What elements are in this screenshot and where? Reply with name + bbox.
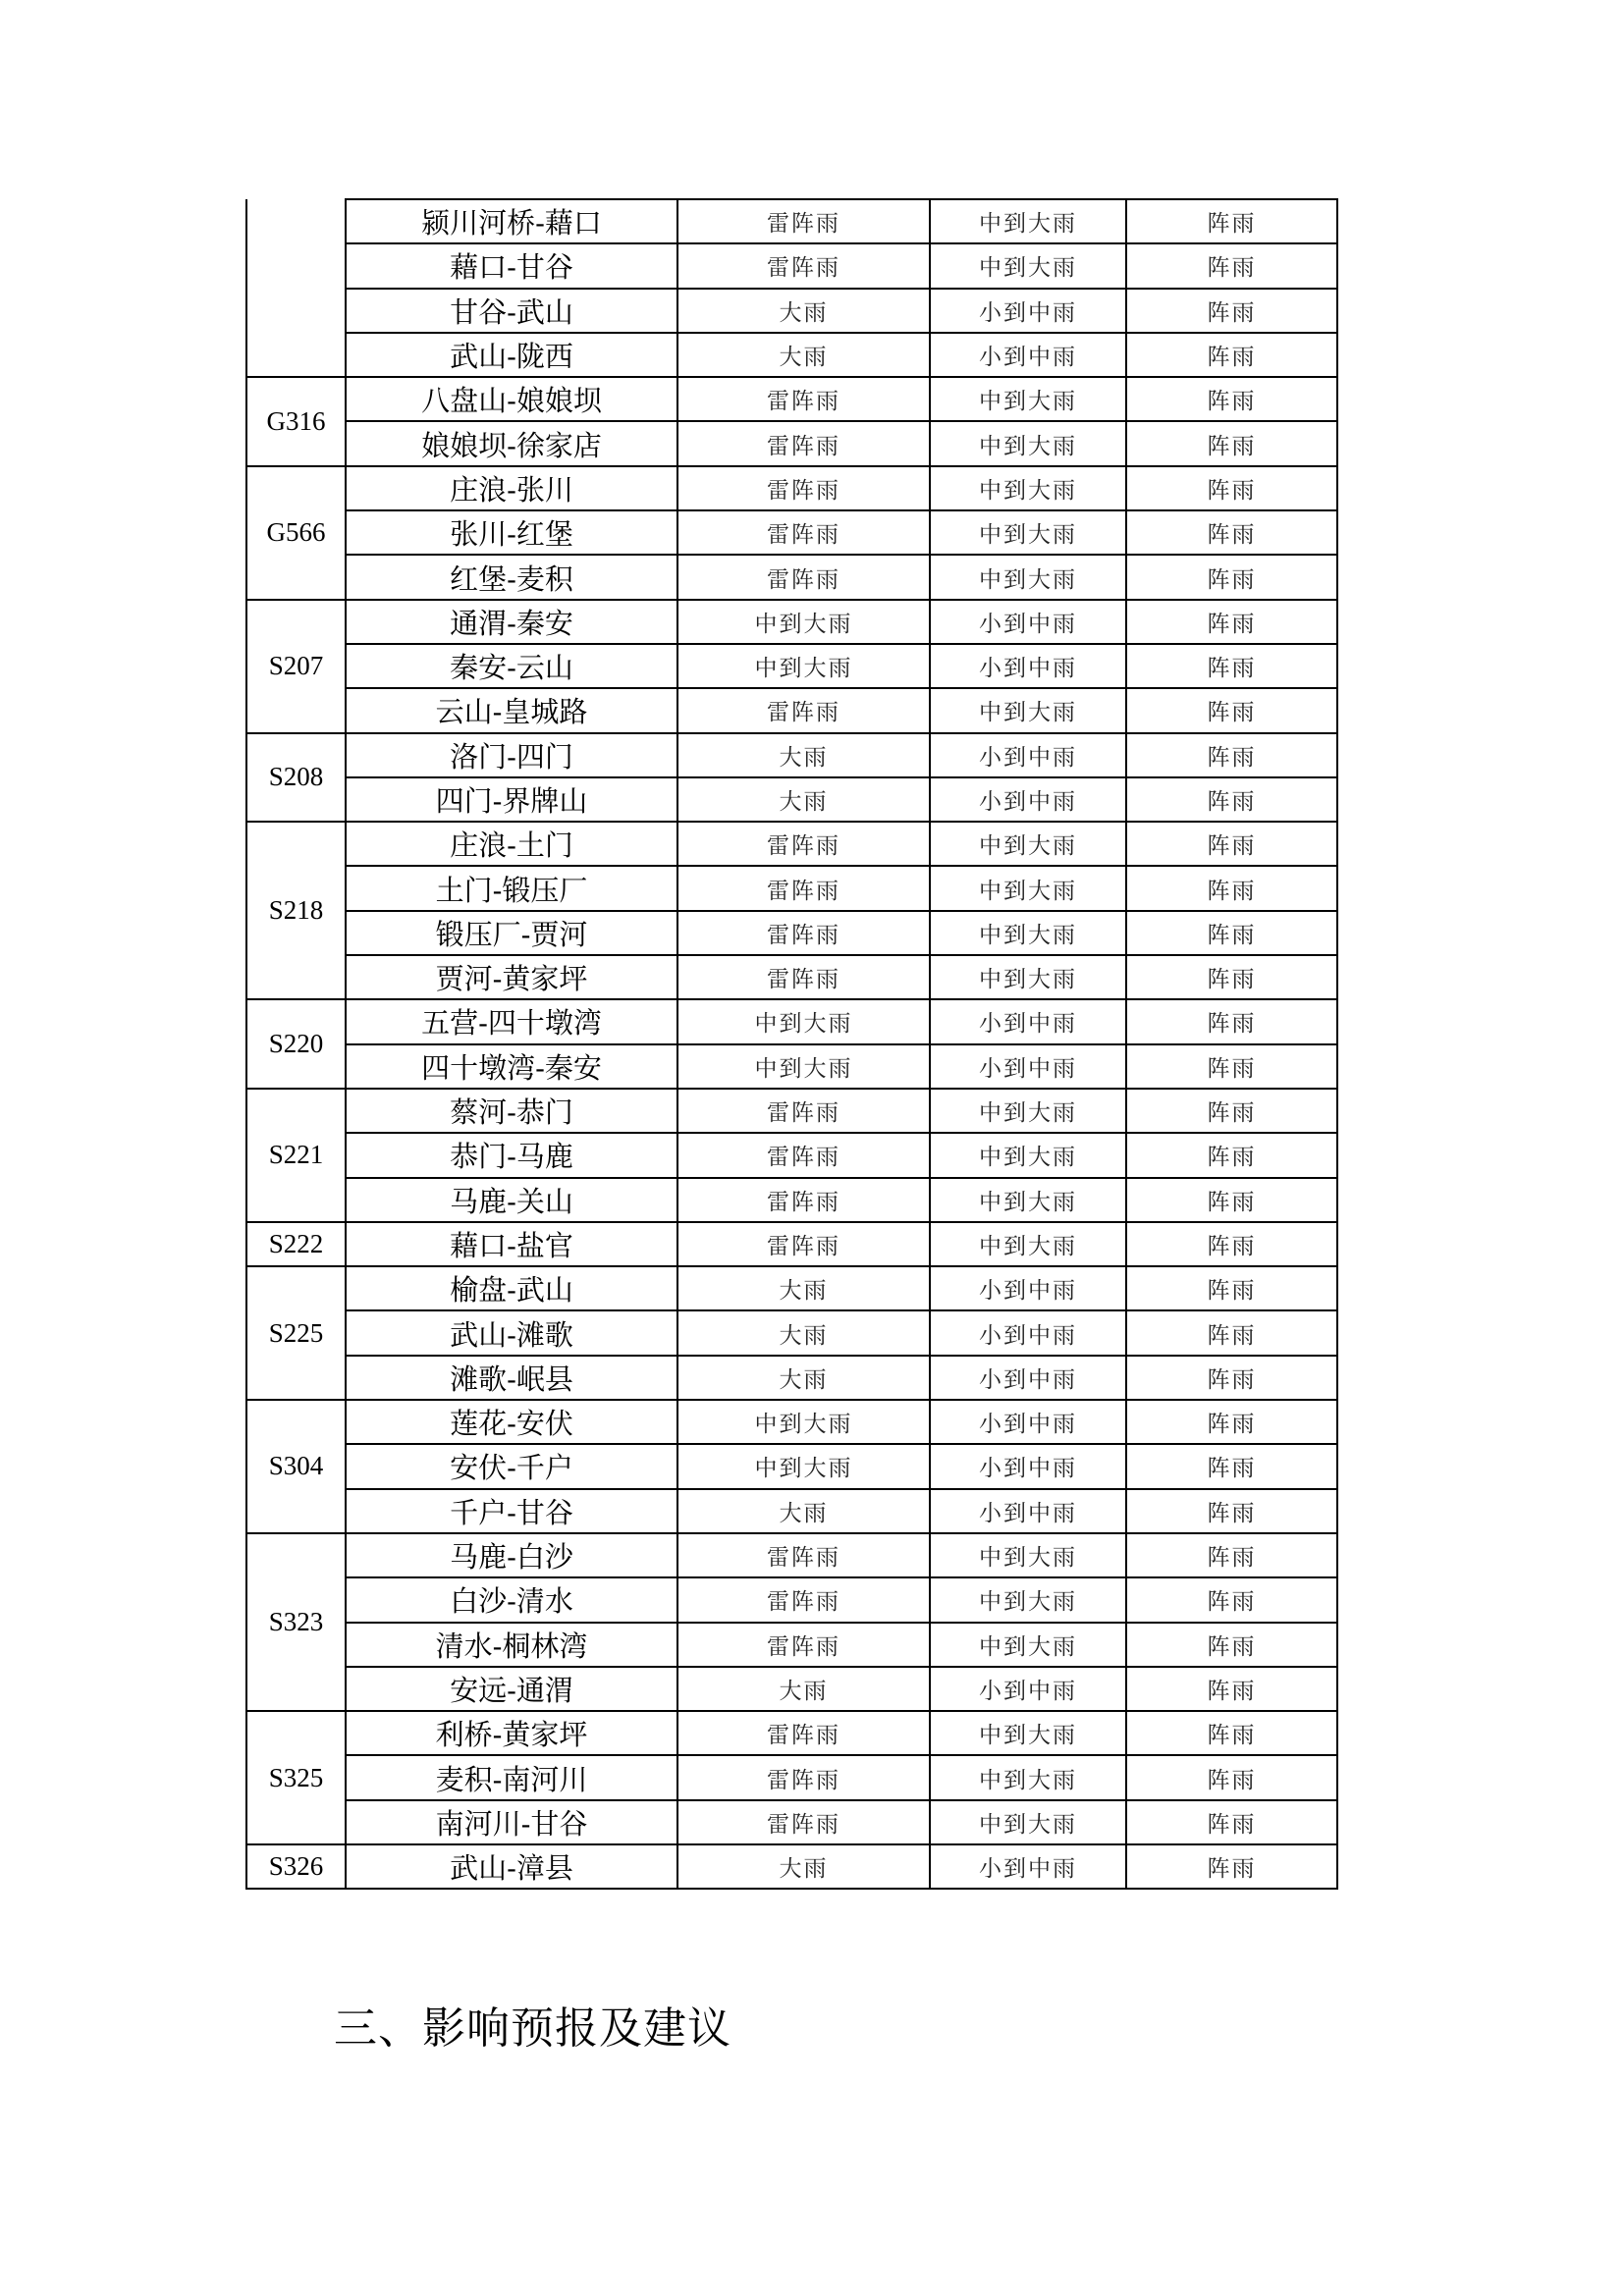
- forecast-period-3-cell: 阵雨: [1126, 1089, 1337, 1133]
- forecast-period-1-cell: 雷阵雨: [677, 377, 930, 421]
- forecast-period-2-cell: 中到大雨: [930, 911, 1126, 955]
- section-heading: 三、影响预报及建议: [334, 2003, 731, 2054]
- forecast-period-2-cell: 小到中雨: [930, 1266, 1126, 1310]
- forecast-period-1-cell: 雷阵雨: [677, 1755, 930, 1799]
- forecast-period-2-cell: 小到中雨: [930, 1310, 1126, 1355]
- segment-name-cell: 莲花-安伏: [346, 1400, 677, 1444]
- forecast-period-3-cell: 阵雨: [1126, 955, 1337, 999]
- forecast-period-3-cell: 阵雨: [1126, 911, 1337, 955]
- segment-name-cell: 庄浪-土门: [346, 822, 677, 866]
- table-row: [246, 822, 1337, 866]
- forecast-period-2-cell: 中到大雨: [930, 1222, 1126, 1266]
- segment-name-cell: 四门-界牌山: [346, 777, 677, 822]
- forecast-period-3-cell: 阵雨: [1126, 333, 1337, 377]
- forecast-period-2-cell: 中到大雨: [930, 822, 1126, 866]
- forecast-period-1-cell: 大雨: [677, 1310, 930, 1355]
- forecast-period-3-cell: 阵雨: [1126, 199, 1337, 243]
- forecast-period-3-cell: 阵雨: [1126, 1044, 1337, 1089]
- forecast-period-2-cell: 中到大雨: [930, 377, 1126, 421]
- segment-name-cell: 滩歌-岷县: [346, 1356, 677, 1400]
- segment-name-cell: 麦积-南河川: [346, 1755, 677, 1799]
- forecast-period-3-cell: 阵雨: [1126, 1844, 1337, 1889]
- forecast-period-1-cell: 大雨: [677, 333, 930, 377]
- segment-name-cell: 云山-皇城路: [346, 688, 677, 732]
- segment-name-cell: 洛门-四门: [346, 733, 677, 777]
- table-row: [246, 911, 1337, 955]
- forecast-period-1-cell: 大雨: [677, 289, 930, 333]
- table-row: [246, 466, 1337, 510]
- forecast-period-3-cell: 阵雨: [1126, 555, 1337, 599]
- forecast-period-3-cell: 阵雨: [1126, 600, 1337, 644]
- table-row: [246, 333, 1337, 377]
- segment-name-cell: 安伏-千户: [346, 1444, 677, 1488]
- segment-name-cell: 秦安-云山: [346, 644, 677, 688]
- table-row: [246, 1711, 1337, 1755]
- table-row: [246, 510, 1337, 555]
- segment-name-cell: 榆盘-武山: [346, 1266, 677, 1310]
- forecast-period-2-cell: 中到大雨: [930, 199, 1126, 243]
- forecast-period-2-cell: 中到大雨: [930, 688, 1126, 732]
- forecast-period-2-cell: 中到大雨: [930, 866, 1126, 910]
- forecast-period-2-cell: 小到中雨: [930, 733, 1126, 777]
- forecast-period-2-cell: 中到大雨: [930, 1133, 1126, 1177]
- forecast-period-1-cell: 中到大雨: [677, 600, 930, 644]
- forecast-period-3-cell: 阵雨: [1126, 1266, 1337, 1310]
- forecast-period-1-cell: 大雨: [677, 1667, 930, 1711]
- forecast-period-1-cell: 雷阵雨: [677, 1623, 930, 1667]
- forecast-period-3-cell: 阵雨: [1126, 1623, 1337, 1667]
- table-row: [246, 1577, 1337, 1622]
- forecast-period-1-cell: 雷阵雨: [677, 1711, 930, 1755]
- table-row: [246, 1266, 1337, 1310]
- forecast-period-2-cell: 小到中雨: [930, 1044, 1126, 1089]
- forecast-period-2-cell: 小到中雨: [930, 1489, 1126, 1533]
- forecast-period-3-cell: 阵雨: [1126, 1356, 1337, 1400]
- forecast-period-2-cell: 小到中雨: [930, 1444, 1126, 1488]
- table-row: [246, 600, 1337, 644]
- road-code-cell: G566: [246, 466, 346, 600]
- forecast-period-3-cell: 阵雨: [1126, 1133, 1337, 1177]
- forecast-period-1-cell: 雷阵雨: [677, 510, 930, 555]
- table-row: [246, 1623, 1337, 1667]
- table-row: [246, 1667, 1337, 1711]
- forecast-period-1-cell: 雷阵雨: [677, 1577, 930, 1622]
- road-code-cell: S325: [246, 1711, 346, 1844]
- forecast-period-1-cell: 雷阵雨: [677, 866, 930, 910]
- forecast-period-1-cell: 大雨: [677, 1489, 930, 1533]
- forecast-period-3-cell: 阵雨: [1126, 421, 1337, 465]
- segment-name-cell: 五营-四十墩湾: [346, 999, 677, 1043]
- forecast-period-2-cell: 中到大雨: [930, 1755, 1126, 1799]
- segment-name-cell: 娘娘坝-徐家店: [346, 421, 677, 465]
- forecast-period-1-cell: 雷阵雨: [677, 199, 930, 243]
- forecast-period-2-cell: 中到大雨: [930, 1089, 1126, 1133]
- segment-name-cell: 武山-陇西: [346, 333, 677, 377]
- forecast-period-1-cell: 雷阵雨: [677, 421, 930, 465]
- forecast-period-1-cell: 雷阵雨: [677, 1178, 930, 1222]
- forecast-period-1-cell: 大雨: [677, 1266, 930, 1310]
- segment-name-cell: 千户-甘谷: [346, 1489, 677, 1533]
- forecast-period-1-cell: 中到大雨: [677, 999, 930, 1043]
- forecast-period-2-cell: 中到大雨: [930, 1178, 1126, 1222]
- segment-name-cell: 南河川-甘谷: [346, 1800, 677, 1844]
- forecast-period-2-cell: 小到中雨: [930, 333, 1126, 377]
- segment-name-cell: 四十墩湾-秦安: [346, 1044, 677, 1089]
- forecast-period-2-cell: 中到大雨: [930, 421, 1126, 465]
- segment-name-cell: 土门-锻压厂: [346, 866, 677, 910]
- forecast-period-3-cell: 阵雨: [1126, 999, 1337, 1043]
- forecast-period-1-cell: 大雨: [677, 777, 930, 822]
- forecast-period-1-cell: 大雨: [677, 1844, 930, 1889]
- road-code-cell: S222: [246, 1222, 346, 1266]
- forecast-period-3-cell: 阵雨: [1126, 1400, 1337, 1444]
- segment-name-cell: 八盘山-娘娘坝: [346, 377, 677, 421]
- segment-name-cell: 马鹿-关山: [346, 1178, 677, 1222]
- forecast-period-1-cell: 雷阵雨: [677, 1533, 930, 1577]
- segment-name-cell: 锻压厂-贾河: [346, 911, 677, 955]
- forecast-period-1-cell: 雷阵雨: [677, 555, 930, 599]
- forecast-period-3-cell: 阵雨: [1126, 822, 1337, 866]
- forecast-period-3-cell: 阵雨: [1126, 1444, 1337, 1488]
- forecast-period-3-cell: 阵雨: [1126, 466, 1337, 510]
- forecast-period-1-cell: 中到大雨: [677, 1400, 930, 1444]
- segment-name-cell: 恭门-马鹿: [346, 1133, 677, 1177]
- forecast-period-3-cell: 阵雨: [1126, 1667, 1337, 1711]
- forecast-period-1-cell: 雷阵雨: [677, 1089, 930, 1133]
- segment-name-cell: 藉口-盐官: [346, 1222, 677, 1266]
- road-code-cell: S220: [246, 999, 346, 1089]
- forecast-period-3-cell: 阵雨: [1126, 1533, 1337, 1577]
- table-row: [246, 421, 1337, 465]
- road-code-cell: S323: [246, 1533, 346, 1711]
- forecast-period-2-cell: 中到大雨: [930, 466, 1126, 510]
- table-row: [246, 1356, 1337, 1400]
- road-code-cell: G316: [246, 377, 346, 466]
- road-weather-forecast-table: [245, 198, 1338, 1890]
- forecast-period-1-cell: 雷阵雨: [677, 1133, 930, 1177]
- forecast-period-1-cell: 中到大雨: [677, 644, 930, 688]
- road-code-cell: S218: [246, 822, 346, 999]
- forecast-period-2-cell: 小到中雨: [930, 600, 1126, 644]
- forecast-period-2-cell: 中到大雨: [930, 510, 1126, 555]
- forecast-period-3-cell: 阵雨: [1126, 1222, 1337, 1266]
- table-row: [246, 243, 1337, 288]
- segment-name-cell: 甘谷-武山: [346, 289, 677, 333]
- forecast-period-2-cell: 中到大雨: [930, 1533, 1126, 1577]
- forecast-period-3-cell: 阵雨: [1126, 510, 1337, 555]
- segment-name-cell: 白沙-清水: [346, 1577, 677, 1622]
- table-row: [246, 1444, 1337, 1488]
- segment-name-cell: 武山-漳县: [346, 1844, 677, 1889]
- segment-name-cell: 张川-红堡: [346, 510, 677, 555]
- table-row: [246, 644, 1337, 688]
- forecast-period-2-cell: 小到中雨: [930, 1844, 1126, 1889]
- forecast-period-3-cell: 阵雨: [1126, 377, 1337, 421]
- table-row: [246, 199, 1337, 243]
- segment-name-cell: 马鹿-白沙: [346, 1533, 677, 1577]
- table-row: [246, 1533, 1337, 1577]
- forecast-period-3-cell: 阵雨: [1126, 1800, 1337, 1844]
- road-code-cell: S225: [246, 1266, 346, 1400]
- road-code-cell: S208: [246, 733, 346, 823]
- table-row: [246, 1089, 1337, 1133]
- forecast-period-3-cell: 阵雨: [1126, 1577, 1337, 1622]
- forecast-period-2-cell: 小到中雨: [930, 1356, 1126, 1400]
- forecast-period-3-cell: 阵雨: [1126, 1310, 1337, 1355]
- forecast-period-1-cell: 中到大雨: [677, 1044, 930, 1089]
- segment-name-cell: 安远-通渭: [346, 1667, 677, 1711]
- segment-name-cell: 贾河-黄家坪: [346, 955, 677, 999]
- forecast-period-2-cell: 中到大雨: [930, 243, 1126, 288]
- forecast-period-3-cell: 阵雨: [1126, 866, 1337, 910]
- forecast-period-3-cell: 阵雨: [1126, 1178, 1337, 1222]
- forecast-period-2-cell: 中到大雨: [930, 1711, 1126, 1755]
- forecast-period-1-cell: 雷阵雨: [677, 1800, 930, 1844]
- forecast-period-1-cell: 大雨: [677, 1356, 930, 1400]
- segment-name-cell: 藉口-甘谷: [346, 243, 677, 288]
- segment-name-cell: 红堡-麦积: [346, 555, 677, 599]
- forecast-period-1-cell: 雷阵雨: [677, 688, 930, 732]
- table-body: [246, 199, 1337, 1889]
- segment-name-cell: 清水-桐林湾: [346, 1623, 677, 1667]
- table-row: [246, 1044, 1337, 1089]
- table-row: [246, 1178, 1337, 1222]
- table-row: [246, 688, 1337, 732]
- forecast-period-2-cell: 中到大雨: [930, 1800, 1126, 1844]
- forecast-period-2-cell: 小到中雨: [930, 1400, 1126, 1444]
- segment-name-cell: 利桥-黄家坪: [346, 1711, 677, 1755]
- forecast-period-1-cell: 雷阵雨: [677, 1222, 930, 1266]
- table-row: [246, 377, 1337, 421]
- forecast-period-2-cell: 小到中雨: [930, 777, 1126, 822]
- segment-name-cell: 通渭-秦安: [346, 600, 677, 644]
- table-row: [246, 866, 1337, 910]
- table-row: [246, 733, 1337, 777]
- table-row: [246, 1400, 1337, 1444]
- forecast-period-3-cell: 阵雨: [1126, 289, 1337, 333]
- road-code-cell: S207: [246, 600, 346, 733]
- road-code-cell: S326: [246, 1844, 346, 1889]
- forecast-period-3-cell: 阵雨: [1126, 688, 1337, 732]
- forecast-period-3-cell: 阵雨: [1126, 1489, 1337, 1533]
- forecast-period-2-cell: 中到大雨: [930, 555, 1126, 599]
- table-row: [246, 1844, 1337, 1889]
- segment-name-cell: 颍川河桥-藉口: [346, 199, 677, 243]
- segment-name-cell: 庄浪-张川: [346, 466, 677, 510]
- segment-name-cell: 蔡河-恭门: [346, 1089, 677, 1133]
- forecast-period-2-cell: 中到大雨: [930, 955, 1126, 999]
- table-row: [246, 1133, 1337, 1177]
- forecast-period-2-cell: 中到大雨: [930, 1623, 1126, 1667]
- table-row: [246, 777, 1337, 822]
- table-row: [246, 1489, 1337, 1533]
- segment-name-cell: 武山-滩歌: [346, 1310, 677, 1355]
- forecast-period-1-cell: 中到大雨: [677, 1444, 930, 1488]
- road-code-cell: S304: [246, 1400, 346, 1533]
- forecast-period-2-cell: 小到中雨: [930, 289, 1126, 333]
- forecast-period-1-cell: 雷阵雨: [677, 822, 930, 866]
- road-code-cell: [246, 199, 346, 377]
- forecast-period-1-cell: 雷阵雨: [677, 466, 930, 510]
- table-row: [246, 999, 1337, 1043]
- forecast-period-3-cell: 阵雨: [1126, 1711, 1337, 1755]
- table-row: [246, 1800, 1337, 1844]
- road-code-cell: S221: [246, 1089, 346, 1222]
- forecast-period-3-cell: 阵雨: [1126, 1755, 1337, 1799]
- forecast-period-3-cell: 阵雨: [1126, 733, 1337, 777]
- forecast-period-1-cell: 大雨: [677, 733, 930, 777]
- forecast-period-3-cell: 阵雨: [1126, 644, 1337, 688]
- forecast-period-2-cell: 小到中雨: [930, 1667, 1126, 1711]
- forecast-period-2-cell: 小到中雨: [930, 644, 1126, 688]
- table-row: [246, 289, 1337, 333]
- forecast-period-3-cell: 阵雨: [1126, 777, 1337, 822]
- table-row: [246, 555, 1337, 599]
- forecast-period-1-cell: 雷阵雨: [677, 243, 930, 288]
- forecast-period-2-cell: 中到大雨: [930, 1577, 1126, 1622]
- table-row: [246, 1755, 1337, 1799]
- table-row: [246, 1222, 1337, 1266]
- table-row: [246, 955, 1337, 999]
- table-row: [246, 1310, 1337, 1355]
- forecast-period-3-cell: 阵雨: [1126, 243, 1337, 288]
- forecast-period-2-cell: 小到中雨: [930, 999, 1126, 1043]
- forecast-period-1-cell: 雷阵雨: [677, 955, 930, 999]
- forecast-period-1-cell: 雷阵雨: [677, 911, 930, 955]
